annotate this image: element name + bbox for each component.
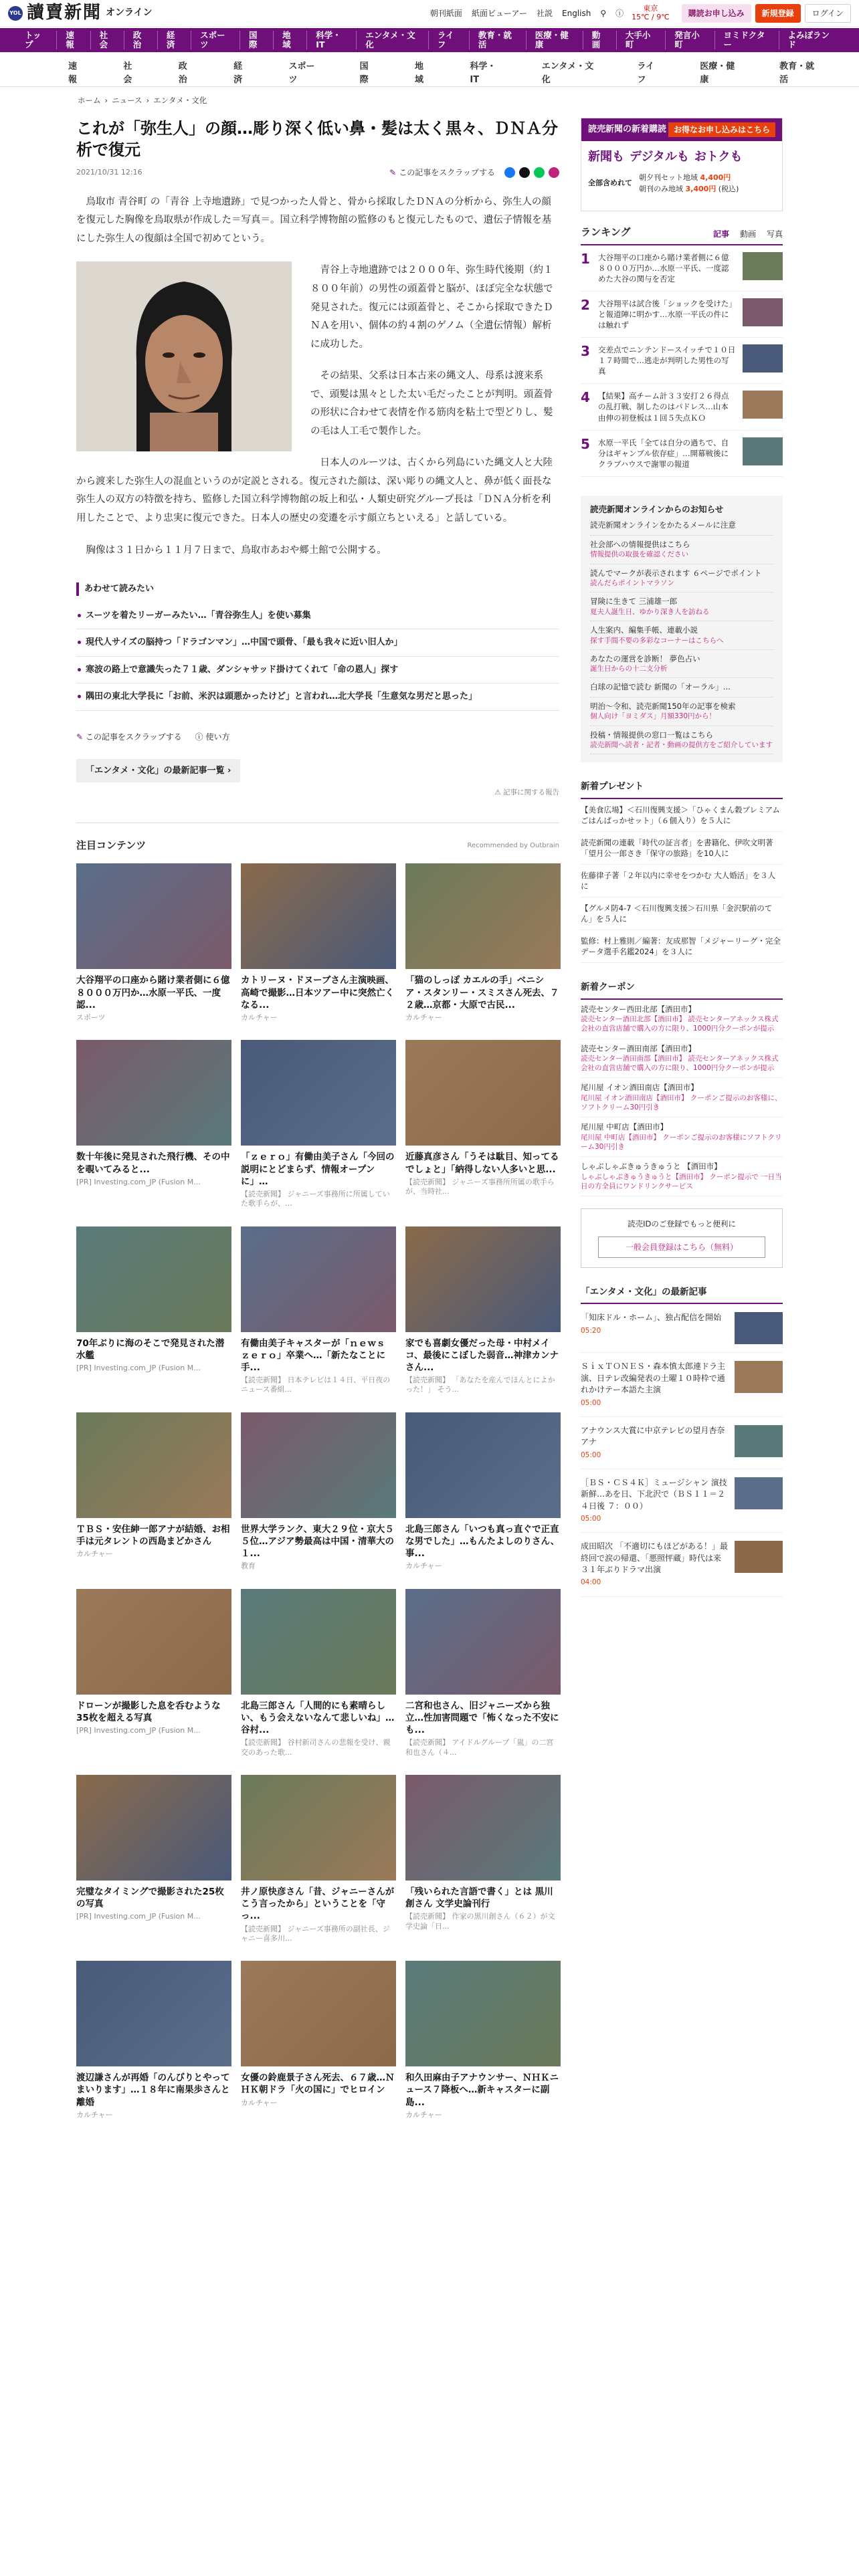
recommend-card-title[interactable]: 有働由美子キャスターが「ｎｅｗｓ ｚｅｒｏ」卒業へ…「新たなことに手...	[241, 1337, 385, 1373]
recommend-card-image[interactable]	[241, 1961, 396, 2066]
article-date: 2021/10/31 12:16	[76, 167, 142, 177]
recommend-card-image[interactable]	[241, 1775, 396, 1881]
latest-thumbnail[interactable]	[735, 1425, 783, 1457]
register-box	[581, 1208, 783, 1268]
breadcrumb-item[interactable]: ニュース	[112, 96, 142, 105]
latest-text-wrap	[581, 1477, 728, 1524]
sub-nav	[0, 60, 859, 87]
latest-thumbnail[interactable]	[735, 1477, 783, 1509]
coupon-shop: 尾川屋 イオン酒田南店【酒田市】	[581, 1083, 698, 1093]
article-footer-actions	[76, 731, 559, 743]
recommend-card-title[interactable]: 二宮和也さん、旧ジャニーズから独立…性加害問題で「怖くなった不安にも...	[405, 1700, 559, 1736]
ranking-number: 1	[581, 250, 590, 267]
promo-cta[interactable]: お得なお申し込みはこちら	[668, 122, 775, 137]
weather-city: 東京	[643, 4, 658, 13]
coupon-shop: しゃぶしゃぶきゅうきゅうと 【酒田市】	[581, 1162, 722, 1172]
subscribe-button[interactable]: 購読お申し込み	[682, 4, 751, 23]
recommend-card-title[interactable]: 「猫のしっぽ カエルの手」ベニシア・スタンリー・スミスさん死去、７２歳…京都・大原で古民...	[405, 975, 559, 1010]
notice-item[interactable]	[590, 564, 773, 593]
scrap-button-bottom[interactable]: ✎ この記事をスクラップする	[76, 732, 182, 742]
promo-item: デジタルも	[630, 150, 689, 164]
recommend-card[interactable]	[405, 1775, 561, 1943]
coupon-shop: 読売センター西田北部【酒田市】	[581, 1004, 696, 1014]
recommend-card-image[interactable]	[405, 863, 561, 969]
ranking-thumbnail[interactable]	[743, 391, 783, 419]
sidebar	[581, 118, 783, 1597]
line-icon[interactable]	[534, 167, 545, 178]
read-together-item[interactable]: 隅田の東北大学長に「お前、米沢は頭悪かったけど」と言われ…北大学長「生意気な男だと思った」	[76, 683, 559, 711]
recommend-card-image[interactable]	[241, 1040, 396, 1146]
subnav-item[interactable]: 速報	[68, 62, 78, 85]
subnav-item[interactable]: 地域	[415, 62, 424, 85]
ranking-list	[581, 245, 783, 477]
latest-time: 04:00	[581, 1578, 601, 1587]
ranking-title[interactable]: 大谷翔平の口座から賭け業者側に６億８０００万円か…水原一平氏、一度認めた大谷の関与を否定	[598, 252, 729, 284]
recommend-card-source: スポーツ	[76, 1012, 106, 1022]
recommend-card-image[interactable]	[405, 1589, 561, 1695]
recommend-card-image[interactable]	[405, 1226, 561, 1332]
notice-text: 読売新聞オンラインをかたるメールに注意	[590, 520, 736, 530]
presents-list	[581, 799, 783, 964]
nav-item[interactable]: 国際	[240, 31, 274, 49]
notice-sub: 個人向け「ヨミダス」月額330円から！	[590, 712, 717, 721]
latest-time: 05:00	[581, 1398, 601, 1407]
subnav-item[interactable]: スポーツ	[288, 62, 315, 85]
nav-item[interactable]: 地域	[274, 31, 307, 49]
recommend-card[interactable]	[76, 1226, 231, 1395]
read-together-heading: あわせて読みたい	[76, 582, 559, 596]
mail-icon[interactable]	[549, 167, 559, 178]
promo-header: 読売新聞の新着購読 お得なお申し込みはこちら	[581, 118, 782, 141]
nav-item[interactable]: スポーツ	[191, 31, 240, 49]
recommend-card-image[interactable]	[405, 1775, 561, 1881]
report-icon: ⚠	[494, 788, 501, 797]
latest-text-wrap	[581, 1361, 728, 1408]
recommend-card-source: [PR] Investing.com_JP (Fusion M...	[76, 1363, 201, 1372]
present-item[interactable]: 佐藤律子著「２年以内に幸せをつかむ 大人婚活」を３人に	[581, 865, 783, 897]
article-paragraph: 日本人のルーツは、古くから列島にいた縄文人と大陸から渡来した弥生人の混血というのが定説とされる。復元された顔は、深い彫りの縄文人と、鼻が低く面長な弥生人の双方の特徴を持ち、監修した国立科学博物館の坂上和弘・人類史研究グループ長は「ＤＮＡ分析を利用したことで、より忠実に復元できた。日本人の歴史の変遷を示す顔立ちといえる」と話している。	[76, 457, 553, 524]
usage-link[interactable]: ⓘ 使い方	[195, 732, 230, 742]
latest-text-wrap	[581, 1541, 728, 1588]
ranking-item[interactable]	[581, 338, 783, 384]
coupons-heading: 新着クーポン	[581, 980, 783, 999]
promo-item: 新聞も	[588, 150, 624, 164]
latest-item[interactable]	[581, 1353, 783, 1416]
notice-sub: 読んだらポイントマラソン	[590, 579, 674, 588]
nav-item[interactable]: 速報	[57, 31, 90, 49]
read-together-item[interactable]: 寒波の路上で意識失った７１歳、ダンシャサッド掛けてくれて「命の恩人」探す	[76, 657, 559, 684]
notice-text: 投稿・情報提供の窓口一覧はこちら	[590, 730, 713, 740]
notice-text: 人生案内、編集手帳、連載小説	[590, 625, 698, 635]
nav-item[interactable]: 社会	[91, 31, 124, 49]
search-icon[interactable]: ⚲	[600, 8, 607, 18]
ranking-item[interactable]	[581, 384, 783, 430]
article-photo[interactable]	[76, 261, 292, 451]
ranking-title[interactable]: 【結果】高チーム計３３安打２６得点の乱打戦、制したのはパドレス…山本由伸の初登板は１回５失点ＫＯ	[598, 391, 729, 423]
notice-item[interactable]	[590, 697, 773, 726]
recommend-card-source: 【読売新聞】 谷村新司さんの悲報を受け、親交のあった歌...	[241, 1738, 391, 1757]
latest-title: アナウンス大賞に中京テレビの望月杏奈アナ	[581, 1425, 725, 1447]
present-item[interactable]: 【美食広場】＜石川復興支援＞「ひゃくまん穀プレミアムごはんぱっかせット」（６個入り）を５人に	[581, 799, 783, 832]
notice-item[interactable]	[590, 726, 773, 755]
recommend-card-title[interactable]: 「ｚｅｒｏ」有働由美子さん「今回の説明にとどまらず、情報オープンに」…	[241, 1152, 395, 1187]
read-together-list	[76, 603, 559, 711]
notice-item[interactable]	[590, 516, 773, 536]
subscription-promo[interactable]	[581, 118, 783, 211]
breadcrumb-item[interactable]: エンタメ・文化	[153, 96, 207, 105]
subnav-item[interactable]: 政治	[178, 62, 187, 85]
latest-time: 05:20	[581, 1326, 601, 1335]
recommend-card-image[interactable]	[76, 1226, 231, 1332]
site-logo-sub: オンライン	[106, 7, 153, 18]
link-english[interactable]: English	[562, 8, 591, 18]
ranking-title[interactable]: 水原一平氏「全ては自分の過ちで、自分はギャンブル依存症」…開幕戦後にクラブハウスで謝罪の報道	[598, 437, 729, 469]
x-icon[interactable]	[519, 167, 530, 178]
notice-sub: 探す手間不要の多彩なコーナーはこちらへ	[590, 636, 724, 645]
recommend-card-title[interactable]: ドローンが撮影した息を呑むような35枚を超える写真	[76, 1700, 221, 1723]
article-meta	[76, 167, 559, 179]
recommend-card-title[interactable]: 女優の鈴鹿景子さん死去、６７歳…ＮＨＫ朝ドラ「火の国に」でヒロイン	[241, 2072, 395, 2096]
notice-heading: 読売新聞オンラインからのお知らせ	[590, 504, 724, 514]
coupon-item[interactable]	[581, 1078, 783, 1117]
recommend-card-title[interactable]: 井ノ原快彦さん「昔、ジャニーさんがこう言ったから」ということを「守っ...	[241, 1886, 395, 1922]
recommend-card-source: 【読売新聞】 アイドルグループ「嵐」の二宮和也さん（４...	[405, 1738, 554, 1757]
subnav-item[interactable]: 経済	[233, 62, 243, 85]
nav-item[interactable]: 医療・健康	[527, 31, 583, 49]
recommend-card-title[interactable]: 家でも喜劇女優だった母・中村メイコ、最後にこぼした弱音…神津カンナさん...	[405, 1337, 559, 1373]
login-button[interactable]: ログイン	[805, 4, 851, 23]
article-title: これが「弥生人」の顔…彫り深く低い鼻・髪は太く黒々、ＤＮＡ分析で復元	[76, 119, 558, 160]
question-icon: ⓘ	[195, 732, 203, 742]
recommend-card-source: 【読売新聞】 「あなたを産んでほんとによかった！」 そう...	[405, 1376, 555, 1394]
notice-box	[581, 496, 783, 762]
subnav-item[interactable]: 社会	[123, 62, 132, 85]
nav-item[interactable]: 動画	[583, 31, 617, 49]
tab-articles[interactable]: 記事	[712, 229, 729, 239]
nav-item[interactable]: 科学・IT	[307, 31, 357, 49]
ranking-item[interactable]	[581, 245, 783, 292]
recommend-card[interactable]	[405, 1412, 561, 1572]
latest-title: 成田昭次 「不適切にもほどがある！」最終回で涙の帰還、「悪照怦蔵」時代は来３１年ぶりドラマ出演	[581, 1541, 728, 1575]
latest-thumbnail[interactable]	[735, 1541, 783, 1573]
recommend-card-image[interactable]	[405, 1961, 561, 2066]
recommend-card-title[interactable]: 数十年後に発見された飛行機、その中を覗いてみると...	[76, 1152, 230, 1175]
recommend-card-source: カルチャー	[241, 1012, 278, 1022]
recommend-card-image[interactable]	[76, 1589, 231, 1695]
ranking-header: ランキング 記事 動画 写真	[581, 225, 783, 245]
report-link[interactable]: ⚠ 記事に関する報告	[494, 788, 559, 797]
recommend-card-title[interactable]: 和久田麻由子アナウンサー、ＮＨＫニュース７降板へ…新キャスターに副島...	[405, 2072, 559, 2108]
article-lead: 鳥取市 青谷町 の「青谷 上寺地遺跡」で見つかった人骨と、骨から採取したＤＮＡの分析から、弥生人の顔を復元した胸像を鳥取県が作成した＝写真＝。国立科学博物館の監修のもと復元したもので、遺伝子情報を基にした弥生人の復顔は全国で初めてという。	[76, 196, 552, 244]
latest-list	[581, 1304, 783, 1596]
top-links	[430, 7, 624, 19]
nav-item[interactable]: 教育・就活	[470, 31, 527, 49]
help-icon[interactable]: ⓘ	[615, 8, 624, 18]
subnav-item[interactable]: ライフ	[637, 62, 655, 85]
ranking-thumbnail[interactable]	[743, 344, 783, 372]
article-paragraph: 青谷上寺地遺跡では２０００年、弥生時代後期（約１８００年前）の男性の頭蓋骨と脳が、ほぼ完全な状態で発見された。復元には頭蓋骨と、そこから採取できたＤＮＡを用い、個体の約４割のゲノム（全遺伝情報）解析に成功した。	[310, 265, 553, 350]
recommend-heading: 注目コンテンツ	[76, 839, 147, 851]
facebook-icon[interactable]	[504, 167, 515, 178]
link-editorial[interactable]: 社説	[536, 8, 553, 18]
notice-text: 冒険に生きて 三浦雄一郎	[590, 597, 678, 607]
ranking-number: 2	[581, 296, 590, 313]
recommend-card[interactable]	[76, 1040, 231, 1208]
notice-item[interactable]	[590, 650, 773, 679]
recommend-grid	[76, 863, 559, 2120]
ranking-title[interactable]: 交差点でニンテンドースイッチで１０日１７時間で…逃走が判明した男性の写真	[598, 345, 736, 377]
ranking-item[interactable]	[581, 431, 783, 477]
present-item[interactable]: 監修：村上雅則／編著：友成那智「メジャーリーグ・完全データ選手名鑑2024」を３人に	[581, 930, 783, 963]
recommend-card-source: カルチャー	[76, 2110, 113, 2119]
present-item[interactable]: 【グルメ防4-7 ＜石川復興支援＞石川県「金沢駅前のてん」を５人に	[581, 897, 783, 930]
coupon-desc: 尾川屋 中町店【酒田市】 クーポンご提示のお客様にソフトクリーム30円引き	[581, 1133, 782, 1151]
recommend-card-image[interactable]	[405, 1040, 561, 1146]
article-paragraph: 胸像は３１日から１１月７日まで、鳥取市あおや郷土館で公開する。	[86, 544, 387, 556]
subnav-item[interactable]: 教育・就活	[779, 62, 815, 85]
notice-text: あなたの運営を診断！ 夢色占い	[590, 653, 700, 663]
nav-item[interactable]: ライフ	[429, 31, 470, 49]
recommend-card[interactable]	[76, 1775, 231, 1943]
ranking-number: 5	[581, 435, 590, 452]
recommend-card-title[interactable]: 大谷翔平の口座から賭け業者側に６億８０００万円か…水原一平氏、一度認...	[76, 975, 230, 1010]
nav-item[interactable]: 政治	[124, 31, 158, 49]
logo-mark[interactable]: YOL	[8, 6, 23, 21]
recommend-card[interactable]	[405, 1589, 561, 1757]
register-button[interactable]: 新規登録	[755, 4, 801, 23]
coupon-desc: 尾川屋 イオン酒田南店【酒田市】 クーポンご提示のお客様に、ソフトクリーム30円引き	[581, 1093, 782, 1112]
notice-sub: 読売新聞へ読者・記者・動画の提供方をご紹介しています	[590, 741, 773, 750]
notice-item[interactable]	[590, 593, 773, 621]
latest-item[interactable]	[581, 1469, 783, 1533]
recommend-card-source: カルチャー	[405, 1562, 442, 1571]
latest-text-wrap	[581, 1312, 728, 1344]
recommend-card-title[interactable]: 「残いられた言語で書く」とは 黒川創さん 文学史論刊行	[405, 1886, 553, 1910]
recommend-card[interactable]	[405, 1961, 561, 2120]
subnav-item[interactable]: エンタメ・文化	[541, 62, 594, 85]
scrap-icon: ✎	[76, 732, 84, 742]
recommend-card-title[interactable]: 北島三郎さん「人間的にも素晴らしい、もう会えないなんて悲しいね」…谷村...	[241, 1700, 395, 1736]
recommend-card-image[interactable]	[405, 1412, 561, 1518]
recommend-card-image[interactable]	[241, 1412, 396, 1518]
recommend-card[interactable]	[241, 1589, 396, 1757]
coupon-item[interactable]	[581, 1117, 783, 1157]
present-item[interactable]: 読売新聞の連載「時代の証言者」を書籍化、伊吹文明著「望月公一郎さき「保守の旅路」を10人に	[581, 832, 783, 865]
notice-item[interactable]	[590, 678, 773, 697]
recommend-card[interactable]	[241, 863, 396, 1023]
latest-title: 「知床ドル・ホーム」、独占配信を開始	[581, 1313, 722, 1323]
recommend-card[interactable]	[241, 1226, 396, 1395]
recommend-card-source: [PR] Investing.com_JP (Fusion M...	[76, 1726, 201, 1735]
notice-sub: 夏夫人誕生日、ゆかり深き人を訪ねる	[590, 607, 710, 616]
main-column	[76, 118, 559, 2120]
notice-sub: 誕生日からの十二支分析	[590, 665, 668, 673]
recommend-card-title[interactable]: 70年ぶりに海のそこで発見された潜水艦	[76, 1337, 225, 1361]
coupon-desc: 読売センター酒田南部【酒田市】 読売センターアネックス株式会社の直営店舗で購入の方に限り、1000円分クーポンが提示	[581, 1055, 779, 1073]
latest-text-wrap	[581, 1425, 728, 1461]
coupon-desc: しゃぶしゃぶきゅうきゅうと【酒田市】 クーポン提示で 一日当日の方全員にワンドリンクサービス	[581, 1172, 782, 1190]
recommend-card-image[interactable]	[76, 1961, 231, 2066]
recommend-card-image[interactable]	[76, 863, 231, 969]
latest-thumbnail[interactable]	[735, 1312, 783, 1344]
coupon-shop: 読売センター酒田南部【酒田市】	[581, 1043, 696, 1053]
weather-temp: 15℃ / 9℃	[632, 12, 670, 21]
recommend-card-source: 【読売新聞】 ジャニーズ事務所の副社長、ジャニー喜多川...	[241, 1924, 390, 1943]
latest-item[interactable]	[581, 1533, 783, 1596]
nav-item[interactable]: 経済	[158, 31, 191, 49]
notice-item[interactable]	[590, 621, 773, 650]
nav-item[interactable]: 発言小町	[666, 31, 714, 49]
recommend-card-title[interactable]: 近藤真彦さん「うそは駄目、知ってるでしょと」「納得しない人多いと思...	[405, 1152, 559, 1175]
recommend-card-source: カルチャー	[241, 2098, 278, 2107]
coupon-item[interactable]	[581, 1157, 783, 1196]
recommend-card[interactable]	[405, 1226, 561, 1395]
recommend-card-source: カルチャー	[76, 1549, 113, 1559]
link-morning-paper[interactable]: 朝刊紙面	[430, 8, 462, 18]
coupon-shop: 尾川屋 中町店【酒田市】	[581, 1122, 668, 1132]
scrap-label: この記事をスクラップする	[399, 167, 495, 177]
ranking-thumbnail[interactable]	[743, 298, 783, 326]
recommend-card[interactable]	[76, 1961, 231, 2120]
recommend-card[interactable]	[241, 1040, 396, 1208]
recommend-card-title[interactable]: 北島三郎さん「いつも真っ直ぐで正直な男でした」…もんたよしのりさん、事...	[405, 1523, 560, 1560]
read-together-item[interactable]: スーツを着たリーガーみたい…「青谷弥生人」を使い募集	[76, 603, 559, 630]
recommend-card[interactable]	[405, 863, 561, 1023]
recommend-card-source: カルチャー	[405, 2110, 442, 2119]
recommend-card-title[interactable]: 渡辺謙さんが再婚「のんびりとやってまいります」…１８年に南果歩さんと離婚	[76, 2072, 230, 2108]
ranking-thumbnail[interactable]	[743, 252, 783, 280]
recommend-card-source: [PR] Investing.com_JP (Fusion M...	[76, 1177, 201, 1186]
recommend-card[interactable]	[405, 1040, 561, 1208]
notice-item[interactable]	[590, 536, 773, 564]
ranking-thumbnail[interactable]	[743, 437, 783, 465]
recommend-card-source: カルチャー	[405, 1012, 442, 1022]
recommend-card-source: 【読売新聞】 ジャニーズ事務所所属の歌手らが、当時社...	[405, 1177, 555, 1196]
scrap-button[interactable]	[389, 167, 495, 179]
latest-title: ［ＢＳ・ＣＳ４Ｋ］ミュージシャン 演技新鮮…あを日、下北沢で（ＢＳ１１＝２４日後 ７：００）	[581, 1477, 727, 1511]
more-articles-button[interactable]: 「エンタメ・文化」の最新記事一覧 ›	[76, 759, 240, 783]
register-free-button[interactable]: 一般会員登録はこちら（無料）	[598, 1237, 765, 1258]
promo-item: おトクも	[694, 150, 743, 164]
nav-item[interactable]: トップ	[16, 31, 57, 49]
latest-item[interactable]	[581, 1417, 783, 1469]
nav-item[interactable]: 大手小町	[617, 31, 666, 49]
recommend-card-source: 【読売新聞】 作家の黒川創さん（６２）が文学史論「日...	[405, 1912, 555, 1931]
promo-prices: 全部含めれて 朝夕刊セット地域 4,400円 朝刊のみ地域 3,400円 (税込)	[588, 173, 739, 193]
ranking-tabs	[713, 228, 783, 240]
recommend-card-title[interactable]: カトリーヌ・ドヌーブさん主演映画、高崎で撮影…日本ツアー中に突然亡くなる...	[241, 975, 395, 1010]
notice-text: 社会部への情報提供はこちら	[590, 539, 690, 549]
recommend-card-source: 【読売新聞】 日本テレビは１４日、平日夜のニュース番組...	[241, 1376, 391, 1394]
latest-time: 05:00	[581, 1515, 601, 1523]
recommend-header	[76, 823, 559, 853]
recommend-card-source: 【読売新聞】 ジャニーズ事務所に所属していた歌手らが、…	[241, 1189, 390, 1208]
notice-sub: 情報提供の取扱を確認ください	[590, 550, 688, 559]
recommend-card-image[interactable]	[241, 1589, 396, 1695]
coupon-item[interactable]	[581, 1039, 783, 1079]
recommend-card-image[interactable]	[76, 1040, 231, 1146]
latest-heading: 「エンタメ・文化」の最新記事	[581, 1285, 783, 1304]
site-logo[interactable]: 讀賣新聞	[27, 3, 102, 23]
ranking-title[interactable]: 大谷翔平は試合後「ショックを受けた」と報道陣に明かす…水原一平氏の件には触れず	[598, 298, 733, 330]
recommend-card-title[interactable]: 世界大学ランク、東大２９位・京大５５位…アジア勢最高は中国・清華大の１...	[241, 1523, 394, 1560]
notice-text: 明治～令和、読売新聞150年の記事を検索	[590, 701, 736, 711]
recommend-card-image[interactable]	[241, 863, 396, 969]
share-buttons	[504, 167, 559, 178]
yayoi-face-image	[76, 261, 292, 451]
tab-photos[interactable]: 写真	[766, 229, 783, 239]
latest-title: ＳｉｘＴＯＮＥＳ・森本慎太郎連ドラ主演、日テレ改編発表の土曜１０時枠で通れかけテー本語た主演	[581, 1362, 726, 1395]
breadcrumb-item[interactable]: ホーム	[78, 96, 101, 105]
register-text: 読売IDのご登録でもっと便利に	[628, 1218, 736, 1228]
promo-body	[581, 141, 782, 173]
recommend-card-image[interactable]	[76, 1775, 231, 1881]
recommend-card-source: 教育	[241, 1562, 256, 1571]
read-together-item[interactable]: 現代人サイズの脳持つ「ドラゴンマン」…中国で頭骨、「最も我々に近い旧人か」	[76, 629, 559, 657]
top-bar	[0, 0, 859, 27]
recommend-card[interactable]	[76, 1412, 231, 1572]
link-paper-viewer[interactable]: 紙面ビューアー	[471, 8, 527, 18]
ranking-item[interactable]	[581, 292, 783, 338]
latest-time: 05:00	[581, 1451, 601, 1459]
coupon-desc: 読売センター酒田北部【酒田市】 読売センターアネックス株式会社の直営店舗で購入の方に限り、1000円分クーポンが提示	[581, 1015, 779, 1033]
recommend-card[interactable]	[241, 1961, 396, 2120]
recommend-card[interactable]	[241, 1775, 396, 1943]
subnav-item[interactable]: 科学・IT	[470, 62, 496, 85]
recommend-card-image[interactable]	[76, 1412, 231, 1518]
subnav-item[interactable]: 医療・健康	[700, 62, 735, 85]
latest-item[interactable]	[581, 1304, 783, 1353]
notice-text: 白球の記憶で読む 新聞の「オーラル」...	[590, 682, 731, 692]
breadcrumb: ホーム › ニュース › エンタメ・文化	[78, 95, 207, 106]
article-paragraph: その結果、父系は日本古来の縄文人、母系は渡来系で、頭髪は黒々とした太い毛だったことが判明。頭蓋骨の形状に合わせて表情を作る筋肉を粘土で型どりし、髪の毛は人工毛で製作した。	[310, 370, 553, 437]
coupons-list	[581, 1000, 783, 1196]
ranking-number: 3	[581, 343, 590, 360]
recommend-card[interactable]	[76, 1589, 231, 1757]
recommend-card-title[interactable]: 完璧なタイミングで撮影された25枚の写真	[76, 1886, 224, 1910]
recommend-card-image[interactable]	[241, 1226, 396, 1332]
subnav-item[interactable]: 国際	[359, 62, 369, 85]
recommend-card-source: [PR] Investing.com_JP (Fusion M...	[76, 1912, 201, 1921]
nav-item[interactable]: よみぽランド	[787, 30, 830, 49]
scrap-icon: ✎	[389, 167, 397, 177]
nav-item[interactable]: ヨミドクター	[715, 31, 779, 49]
presents-heading: 新着プレゼント	[581, 780, 783, 798]
recommend-card[interactable]	[76, 863, 231, 1023]
chevron-right-icon: ›	[227, 765, 231, 776]
tab-videos[interactable]: 動画	[739, 229, 756, 239]
outbrain-label[interactable]: Recommended by Outbrain	[467, 841, 559, 849]
notice-text: 読んでマークが表示されます ６ページでポイント	[590, 568, 762, 578]
recommend-card[interactable]	[241, 1412, 396, 1572]
main-nav	[0, 28, 859, 52]
weather-widget[interactable]	[632, 5, 669, 21]
latest-thumbnail[interactable]	[735, 1361, 783, 1393]
nav-item[interactable]: エンタメ・文化	[357, 31, 429, 49]
recommend-card-title[interactable]: ＴＢＳ・安住紳一郎アナが結婚、お相手は元タレントの西島まどかさん	[76, 1523, 230, 1547]
ranking-number: 4	[581, 389, 590, 406]
coupon-item[interactable]	[581, 1000, 783, 1039]
